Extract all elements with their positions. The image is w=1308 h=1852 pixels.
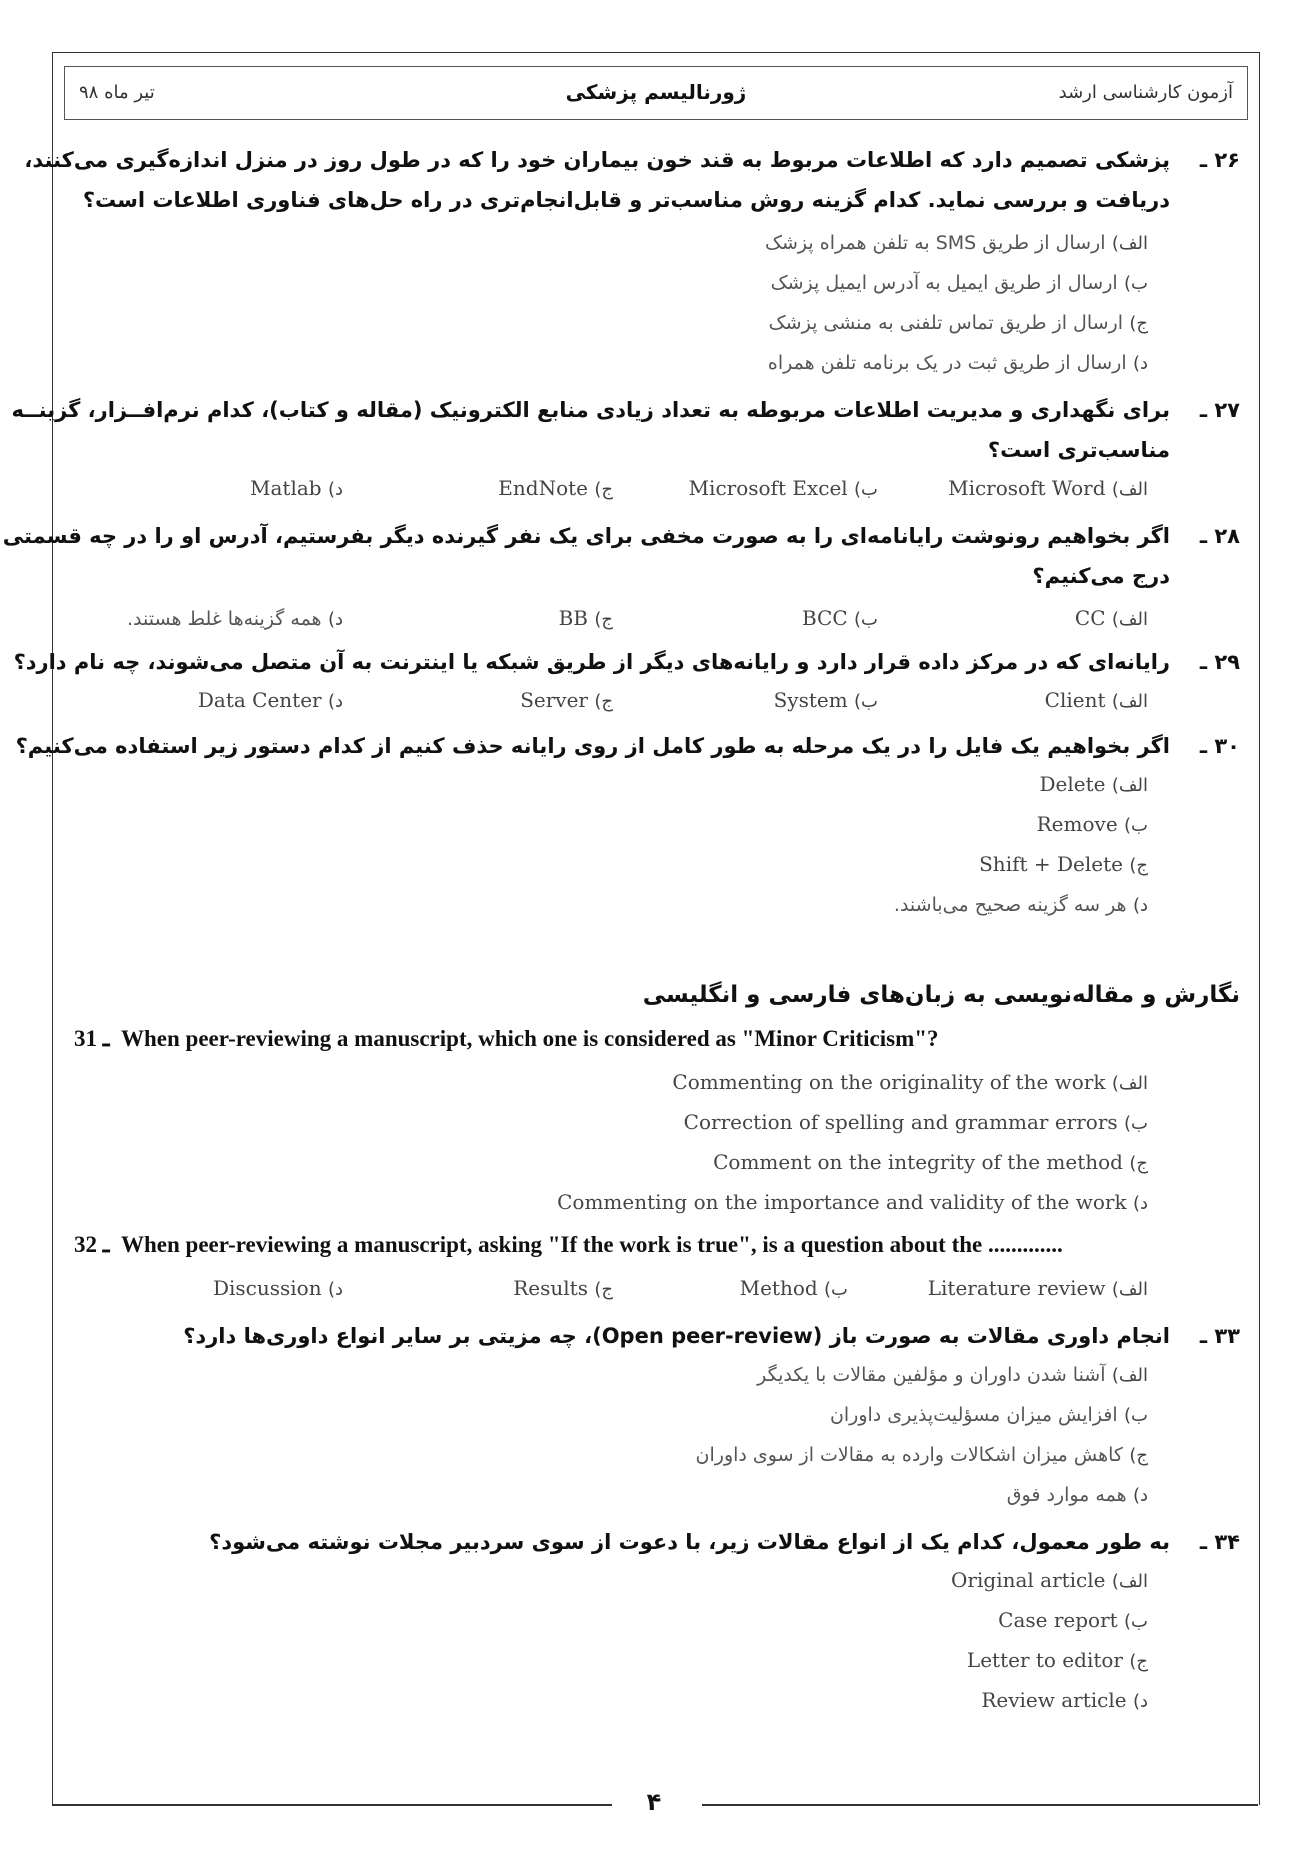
- q34-option-a[interactable]: الف) Original article: [951, 1568, 1148, 1592]
- q29-option-b[interactable]: ب) System: [773, 688, 878, 712]
- question-text-line1: اگر بخواهیم یک فایل را در یک مرحله به طور کامل از روی رایانه حذف کنیم از کدام دستور زیر استفاده می‌کنیم؟: [15, 734, 1170, 758]
- question-number: ۲۹ ـ: [1199, 650, 1240, 674]
- question-30: [15, 726, 1240, 766]
- question-29: [13, 642, 1240, 682]
- question-number: ۲۷ ـ: [1199, 398, 1240, 422]
- q34-option-b[interactable]: ب) Case report: [998, 1608, 1148, 1632]
- question-28: [2, 516, 1240, 596]
- question-number: 31 ـ: [74, 1026, 110, 1051]
- q28-option-a[interactable]: الف) CC: [1074, 606, 1148, 630]
- q29-option-c[interactable]: ج) Server: [520, 688, 613, 712]
- q32-option-b[interactable]: ب) Method: [739, 1276, 848, 1300]
- q30-option-c[interactable]: ج) Shift + Delete: [979, 852, 1148, 876]
- q27-option-a[interactable]: الف) Microsoft Word: [948, 476, 1148, 500]
- q30-option-d[interactable]: د) هر سه گزینه صحیح می‌باشند.: [893, 894, 1148, 916]
- question-text-line1: به طور معمول، کدام یک از انواع مقالات زیر، با دعوت از سوی سردبیر مجلات نوشته می‌شود؟: [209, 1530, 1170, 1554]
- q26-option-a[interactable]: الف) ارسال از طریق SMS به تلفن همراه پزشک: [765, 232, 1148, 254]
- question-text-line1: پزشکی تصمیم دارد که اطلاعات مربوط به قند خون بیماران خود را که در طول روز در منزل اندازه‌گیری می‌کنند،: [24, 148, 1170, 172]
- q27-option-d[interactable]: د) Matlab: [250, 476, 343, 500]
- q32-option-a[interactable]: الف) Literature review: [927, 1276, 1148, 1300]
- question-text-line2: مناسب‌تری است؟: [987, 438, 1170, 462]
- question-number: ۳۳ ـ: [1199, 1324, 1240, 1348]
- question-text: When peer-reviewing a manuscript, which one is considered as "Minor Criticism"?: [121, 1026, 939, 1051]
- question-text: When peer-reviewing a manuscript, asking "If the work is true", is a question about the .............: [121, 1232, 1063, 1257]
- q30-option-a[interactable]: الف) Delete: [1039, 772, 1148, 796]
- question-27: [11, 390, 1240, 470]
- question-33: [183, 1316, 1240, 1356]
- question-text-line1: رایانه‌ای که در مرکز داده قرار دارد و رایانه‌های دیگر از طریق شبکه یا اینترنت به آن متصل می‌شوند، چه نام دارد؟: [13, 650, 1170, 674]
- q29-option-d[interactable]: د) Data Center: [197, 688, 343, 712]
- q26-option-d[interactable]: د) ارسال از طریق ثبت در یک برنامه تلفن همراه: [767, 352, 1148, 374]
- question-number: ۳۴ ـ: [1199, 1530, 1240, 1554]
- q28-option-d[interactable]: د) همه گزینه‌ها غلط هستند.: [127, 608, 343, 630]
- question-text-line2: درج می‌کنیم؟: [1032, 564, 1170, 588]
- q27-option-b[interactable]: ب) Microsoft Excel: [688, 476, 878, 500]
- q31-option-b[interactable]: ب) Correction of spelling and grammar errors: [683, 1110, 1148, 1134]
- q34-option-c[interactable]: ج) Letter to editor: [966, 1648, 1148, 1672]
- page-number: ۴: [646, 1788, 662, 1816]
- q33-option-b[interactable]: ب) افزایش میزان مسؤلیت‌پذیری داوران: [829, 1404, 1148, 1426]
- exam-date: تیر ماه ۹۸: [79, 82, 155, 103]
- section-title: نگارش و مقاله‌نویسی به زبان‌های فارسی و انگلیسی: [642, 982, 1240, 1008]
- question-34: [209, 1522, 1240, 1562]
- q33-option-c[interactable]: ج) کاهش میزان اشکالات وارده به مقالات از سوی داوران: [695, 1444, 1148, 1466]
- question-26: [24, 140, 1240, 220]
- q34-option-d[interactable]: د) Review article: [981, 1688, 1148, 1712]
- q31-option-a[interactable]: الف) Commenting on the originality of the work: [672, 1070, 1148, 1094]
- question-text-line2: دریافت و بررسی نماید. کدام گزینه روش مناسب‌تر و قابل‌انجام‌تری در راه حل‌های فناوری اطلاعات است؟: [82, 188, 1170, 212]
- q30-option-b[interactable]: ب) Remove: [1036, 812, 1148, 836]
- page-header: [64, 66, 1248, 120]
- question-text-line1: اگر بخواهیم رونوشت رایانامه‌ای را به صورت مخفی برای یک نفر گیرنده دیگر بفرستیم، آدرس او را در چه قسمتی: [2, 524, 1170, 548]
- question-text-line1: برای نگهداری و مدیریت اطلاعات مربوطه به تعداد زیادی منابع الکترونیک (مقاله و کتاب)، کدام نرم‌افــزار، گزینــه: [11, 398, 1170, 422]
- q29-option-a[interactable]: الف) Client: [1044, 688, 1148, 712]
- q33-option-a[interactable]: الف) آشنا شدن داوران و مؤلفین مقالات با یکدیگر: [757, 1364, 1148, 1386]
- exam-title: آزمون کارشناسی ارشد: [1058, 82, 1233, 103]
- q31-option-c[interactable]: ج) Comment on the integrity of the method: [713, 1150, 1148, 1174]
- question-number: ۲۶ ـ: [1199, 148, 1240, 172]
- q32-option-c[interactable]: ج) Results: [513, 1276, 613, 1300]
- question-31: [74, 1026, 939, 1052]
- q26-option-c[interactable]: ج) ارسال از طریق تماس تلفنی به منشی پزشک: [768, 312, 1148, 334]
- question-number: ۲۸ ـ: [1199, 524, 1240, 548]
- q28-option-c[interactable]: ج) BB: [558, 606, 613, 630]
- question-number: ۳۰ ـ: [1199, 734, 1240, 758]
- question-32: [74, 1232, 1063, 1258]
- q31-option-d[interactable]: د) Commenting on the importance and validity of the work: [557, 1190, 1148, 1214]
- question-number: 32 ـ: [74, 1232, 110, 1257]
- course-title: ژورنالیسم پزشکی: [565, 80, 747, 104]
- q27-option-c[interactable]: ج) EndNote: [498, 476, 613, 500]
- question-text-line1: انجام داوری مقالات به صورت باز (Open peer-review)، چه مزیتی بر سایر انواع داوری‌ها دارد؟: [183, 1324, 1170, 1348]
- q33-option-d[interactable]: د) همه موارد فوق: [1006, 1484, 1148, 1506]
- q28-option-b[interactable]: ب) BCC: [801, 606, 878, 630]
- q26-option-b[interactable]: ب) ارسال از طریق ایمیل به آدرس ایمیل پزشک: [770, 272, 1148, 294]
- q32-option-d[interactable]: د) Discussion: [212, 1276, 343, 1300]
